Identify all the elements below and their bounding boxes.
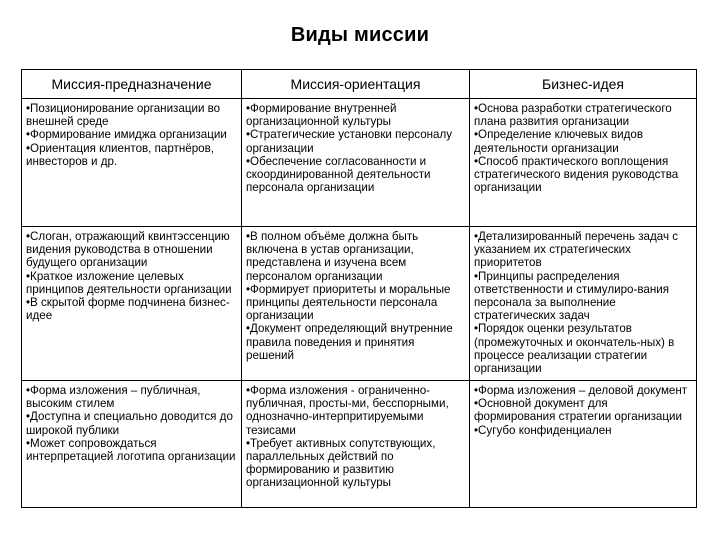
table-row [22, 227, 697, 381]
list-item: •Может сопровождаться интерпретацией логотипа организации [26, 436, 236, 464]
list-item: •Обеспечение согласованности и скоординированной деятельности персонала организации [246, 154, 431, 195]
list-item: •Позиционирование организации во внешней среде [26, 102, 221, 129]
table-row [22, 99, 697, 227]
table-cell [22, 99, 242, 227]
table-row [22, 381, 697, 508]
list-item: •Форма изложения – деловой документ [474, 384, 688, 397]
list-item: •Формирует приоритеты и моральные принципы деятельности персонала организации [246, 282, 451, 323]
table-cell [470, 227, 697, 381]
list-item: •Порядок оценки результатов (промежуточных и окончатель-ных) в процессе реализации стратегии организации [474, 322, 675, 376]
column-header-orientation: Миссия-ориентация [242, 70, 470, 99]
table-cell [242, 381, 470, 508]
list-item: •Форма изложения - ограниченно-публичная, просты-ми, бесспорными, однозначно-интерпритируемыми тезисами [246, 384, 449, 437]
list-item: •Основа разработки стратегического плана развития организации [474, 102, 672, 129]
column-header-business-idea: Бизнес-идея [470, 70, 697, 99]
mission-types-table [21, 69, 697, 508]
list-item: •Доступна и специально доводится до широкой публики [26, 410, 233, 437]
list-item: •В полном объёме должна быть включена в устав организации, представлена и изучена всем персоналом организации [246, 230, 419, 283]
list-item: •Документ определяющий внутренние правила поведения и принятия решений [246, 322, 453, 362]
list-item: •Слоган, отражающий квинтэссенцию видения руководства в отношении будущего организации [26, 230, 230, 270]
list-item: •Краткое изложение целевых принципов деятельности организации [26, 269, 232, 296]
list-item: •Стратегические установки персоналу организации [246, 128, 453, 155]
list-item: •Ориентация клиентов, партнёров, инвесторов и др. [26, 141, 214, 168]
table-cell [22, 381, 242, 508]
column-header-purpose: Миссия-предназначение [22, 70, 242, 99]
table-cell [242, 99, 470, 227]
list-item: •Требует активных сопутствующих, параллельных действий по формированию и развитию организационной культуры [246, 436, 436, 490]
list-item: •Принципы распределения ответственности и стимулиро-вания персонала за выполнение стратегических задач [474, 269, 669, 323]
list-item: •Формирование имиджа организации [26, 128, 227, 142]
list-item: •Основной документ для формирования стратегии организации [474, 397, 682, 424]
table-cell [242, 227, 470, 381]
table-cell [22, 227, 242, 381]
table-cell [470, 381, 697, 508]
page-title: Виды миссии [290, 24, 430, 46]
list-item: •Определение ключевых видов деятельности организации [474, 128, 643, 155]
list-item: •Формирование внутренней организационной культуры [246, 102, 397, 129]
list-item: •Форма изложения – публичная, высоким стилем [26, 384, 201, 411]
list-item: •Детализированный перечень задач с указанием их стратегических приоритетов [474, 230, 679, 270]
table-cell [470, 99, 697, 227]
table-header-row [22, 70, 697, 99]
list-item: •Способ практического воплощения стратегического видения руководства организации [474, 154, 679, 195]
list-item: •В скрытой форме подчинена бизнес-идее [26, 296, 230, 323]
list-item: •Сугубо конфиденциален [474, 423, 612, 437]
